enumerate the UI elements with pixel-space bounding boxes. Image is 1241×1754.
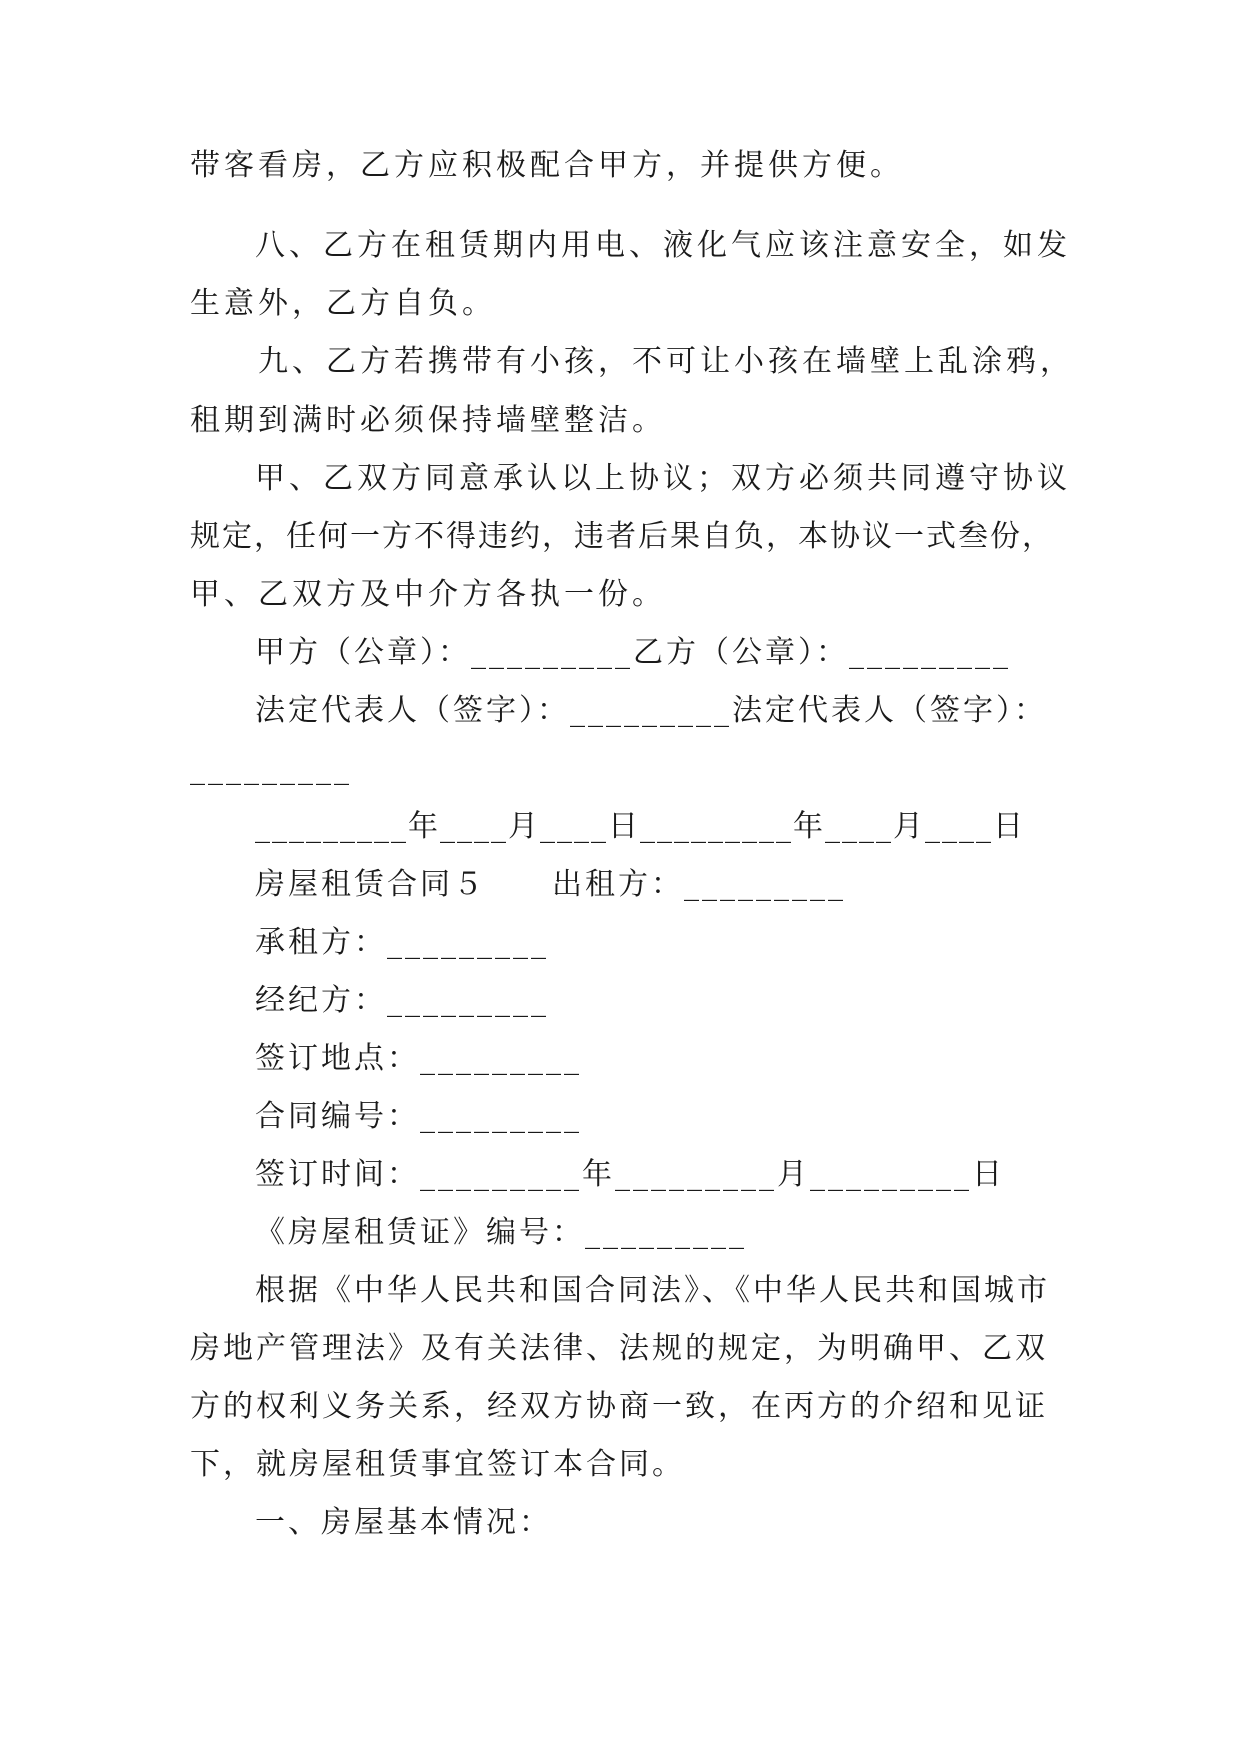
text-line-11: _________	[190, 751, 352, 786]
text-line-4: 九、乙方若携带有小孩，不可让小孩在墙壁上乱涂鸦，	[258, 344, 1074, 379]
text-line-2: 八、乙方在租赁期内用电、液化气应该注意安全，如发	[255, 228, 1071, 263]
text-line-24: 一、房屋基本情况：	[255, 1505, 552, 1540]
text-line-16: 签订地点：_________	[255, 1041, 582, 1076]
text-line-13: 房屋租赁合同５ 出租方：_________	[255, 867, 846, 902]
text-line-12: _________年____月____日_________年____月____日	[255, 809, 1025, 844]
text-line-17: 合同编号：_________	[255, 1099, 582, 1134]
text-line-7: 规定，任何一方不得违约，违者后果自负，本协议一式叁份，	[190, 519, 1054, 554]
text-line-9: 甲方（公章）：_________乙方（公章）：_________	[255, 635, 1011, 670]
text-line-22: 方的权利义务关系，经双方协商一致，在丙方的介绍和见证	[190, 1389, 1048, 1424]
text-line-15: 经纪方：_________	[255, 983, 549, 1018]
text-line-18: 签订时间：_________年_________月_________日	[255, 1157, 1005, 1192]
text-line-20: 根据《中华人民共和国合同法》、《中华人民共和国城市	[255, 1273, 1050, 1308]
text-line-10: 法定代表人（签字）：_________法定代表人（签字）：	[255, 693, 1047, 728]
text-line-1: 带客看房，乙方应积极配合甲方，并提供方便。	[190, 148, 904, 183]
text-line-14: 承租方：_________	[255, 925, 549, 960]
text-line-23: 下，就房屋租赁事宜签订本合同。	[190, 1447, 685, 1482]
text-line-19: 《房屋租赁证》编号：_________	[255, 1215, 747, 1250]
text-line-6: 甲、乙双方同意承认以上协议；双方必须共同遵守协议	[255, 461, 1071, 496]
text-line-21: 房地产管理法》及有关法律、法规的规定，为明确甲、乙双	[190, 1331, 1048, 1366]
text-line-5: 租期到满时必须保持墙壁整洁。	[190, 403, 666, 438]
text-line-8: 甲、乙双方及中介方各执一份。	[190, 577, 666, 612]
text-line-3: 生意外，乙方自负。	[190, 286, 496, 321]
